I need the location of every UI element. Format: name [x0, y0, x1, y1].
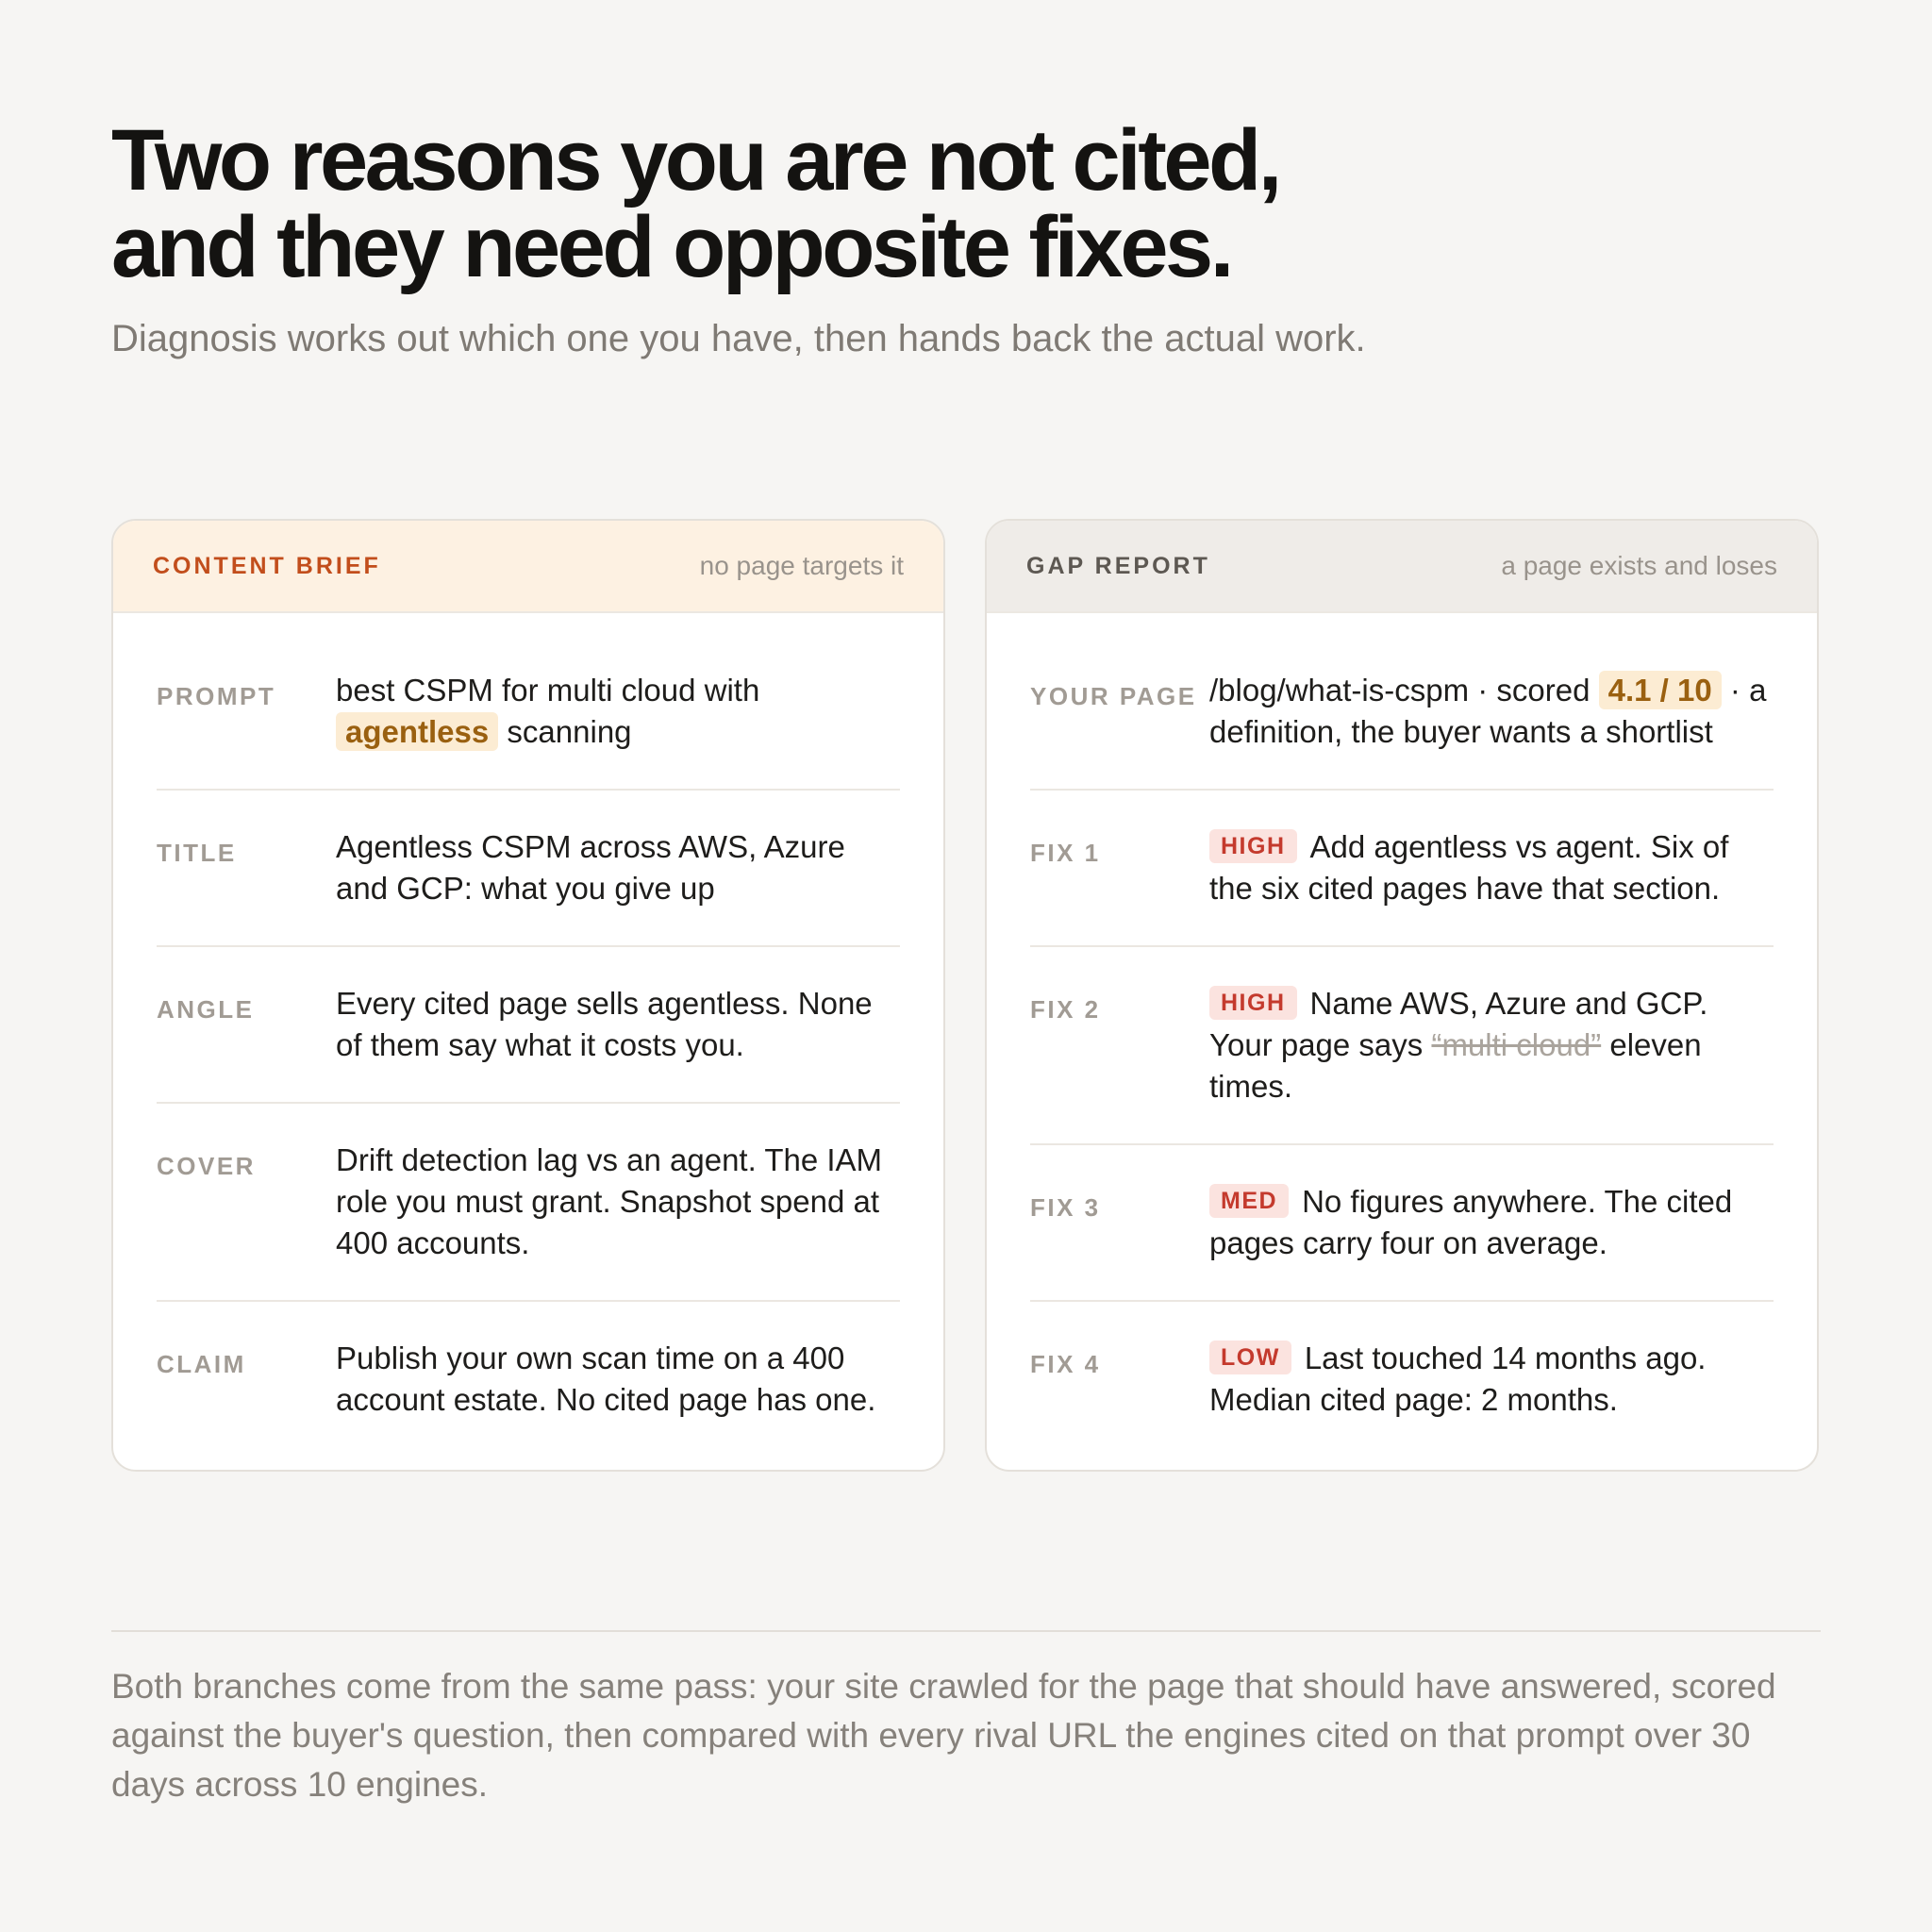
- prompt-text-before: best CSPM for multi cloud with: [336, 673, 760, 708]
- headline: [111, 112, 1809, 295]
- your-page-path: /blog/what-is-cspm · scored: [1209, 673, 1591, 708]
- brief-row-claim: [157, 1338, 900, 1457]
- brief-row-angle: [157, 983, 900, 1104]
- gap-report-rows: [987, 613, 1817, 1457]
- fix-4-text: Last touched 14 months ago. Median cited page: 2 months.: [1209, 1341, 1707, 1417]
- brief-value-title: Agentless CSPM across AWS, Azure and GCP: what you give up: [336, 829, 845, 906]
- gap-value-fix-1: [1209, 826, 1774, 909]
- prompt-highlight: agentless: [336, 712, 498, 751]
- brief-value-claim: Publish your own scan time on a 400 account estate. No cited page has one.: [336, 1341, 876, 1417]
- brief-value-cover: Drift detection lag vs an agent. The IAM role you must grant. Snapshot spend at 400 accounts.: [336, 1142, 883, 1260]
- gap-row-your-page: [1030, 670, 1774, 791]
- content-brief-card: [111, 519, 945, 1472]
- gap-label-fix-1: FIX 1: [1030, 839, 1101, 867]
- priority-badge-low: LOW: [1209, 1341, 1291, 1374]
- gap-row-fix-1: [1030, 826, 1774, 947]
- brief-label-claim: CLAIM: [157, 1350, 246, 1378]
- gap-value-fix-3: [1209, 1181, 1774, 1264]
- gap-value-fix-4: [1209, 1338, 1774, 1421]
- footer-text: Both branches come from the same pass: your site crawled for the page that should have answered, scored against the buyer's question, then compared with every rival URL the engines cited on that prompt over 30 days across 10 engines.: [111, 1667, 1776, 1804]
- brief-label-prompt: PROMPT: [157, 682, 276, 710]
- gap-row-fix-4: [1030, 1338, 1774, 1457]
- content-brief-rows: [113, 613, 943, 1457]
- gap-label-your-page: YOUR PAGE: [1030, 682, 1197, 710]
- fix-1-text: Add agentless vs agent. Six of the six cited pages have that section.: [1209, 829, 1729, 906]
- fix-2-text-after: eleven times.: [1209, 1027, 1702, 1104]
- gap-label-fix-4: FIX 4: [1030, 1350, 1101, 1378]
- prompt-text-after: scanning: [507, 714, 632, 749]
- brief-value-prompt: [336, 670, 900, 753]
- gap-report-title: GAP REPORT: [1026, 552, 1210, 579]
- content-brief-header: [113, 521, 943, 613]
- brief-row-title: [157, 826, 900, 947]
- gap-value-your-page: [1209, 670, 1774, 753]
- gap-label-fix-3: FIX 3: [1030, 1193, 1101, 1222]
- gap-report-note: a page exists and loses: [1501, 551, 1777, 580]
- priority-badge-high: HIGH: [1209, 986, 1297, 1020]
- brief-row-prompt: [157, 670, 900, 791]
- brief-label-cover: COVER: [157, 1152, 256, 1180]
- gap-report-header: [987, 521, 1817, 613]
- footer-divider: [111, 1630, 1821, 1632]
- gap-value-fix-2: [1209, 983, 1774, 1108]
- fix-2-text-before: Name AWS, Azure and GCP. Your page says: [1209, 986, 1708, 1062]
- your-page-after: · a definition, the buyer wants a shortlist: [1209, 673, 1767, 749]
- gap-row-fix-3: [1030, 1181, 1774, 1302]
- gap-row-fix-2: [1030, 983, 1774, 1145]
- brief-label-title: TITLE: [157, 839, 237, 867]
- content-brief-note: no page targets it: [699, 551, 904, 580]
- gap-report-card: [985, 519, 1819, 1472]
- fix-2-struck-term: “multi cloud”: [1431, 1027, 1602, 1062]
- headline-line-2: and they need opposite fixes.: [111, 199, 1231, 295]
- score-badge: 4.1 / 10: [1599, 671, 1722, 709]
- headline-line-1: Two reasons you are not cited,: [111, 112, 1279, 208]
- priority-badge-high: HIGH: [1209, 829, 1297, 863]
- content-brief-title: CONTENT BRIEF: [153, 552, 381, 579]
- brief-label-angle: ANGLE: [157, 995, 255, 1024]
- gap-label-fix-2: FIX 2: [1030, 995, 1101, 1024]
- fix-3-text: No figures anywhere. The cited pages carry four on average.: [1209, 1184, 1733, 1260]
- subheadline: Diagnosis works out which one you have, then hands back the actual work.: [111, 318, 1366, 359]
- brief-row-cover: [157, 1140, 900, 1302]
- brief-value-angle: Every cited page sells agentless. None of them say what it costs you.: [336, 986, 873, 1062]
- priority-badge-med: MED: [1209, 1184, 1289, 1218]
